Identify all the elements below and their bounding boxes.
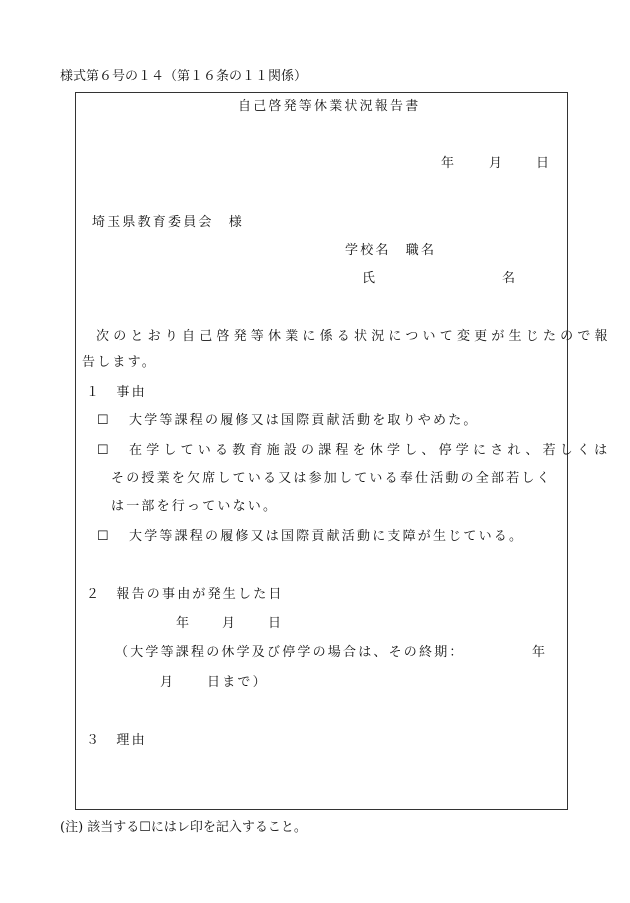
option2-checkbox[interactable]: ☐ bbox=[97, 443, 109, 458]
leave-end-year: 年 bbox=[532, 645, 546, 660]
option1-checkbox[interactable]: ☐ bbox=[97, 413, 109, 428]
leave-end-day: 日まで） bbox=[207, 675, 268, 690]
option2-text-line-3: は一部を行っていない。 bbox=[111, 499, 279, 514]
occurrence-date-day: 日 bbox=[268, 616, 282, 631]
sender-name-family: 氏 bbox=[362, 271, 376, 286]
intro-text-line-2: 告します。 bbox=[82, 355, 157, 370]
leave-end-note: （大学等課程の休学及び停学の場合は、その終期： bbox=[115, 645, 465, 660]
intro-text-line-1: 次のとおり自己啓発等休業に係る状況について変更が生じたので報 bbox=[96, 329, 612, 344]
option2-text-line-2: その授業を欠席している又は参加している奉仕活動の全部若しく bbox=[111, 471, 552, 486]
occurrence-date-year: 年 bbox=[176, 616, 190, 631]
sender-school-title: 学校名 職名 bbox=[345, 243, 437, 258]
option3-text: 大学等課程の履修又は国際貢献活動に支障が生じている。 bbox=[129, 529, 525, 544]
submission-date-month: 月 bbox=[489, 156, 503, 171]
option3-checkbox[interactable]: ☐ bbox=[97, 529, 109, 544]
option1-text: 大学等課程の履修又は国際貢献活動を取りやめた。 bbox=[129, 413, 479, 428]
addressee: 埼玉県教育委員会 様 bbox=[92, 215, 245, 230]
section2-heading: ２ 報告の事由が発生した日 bbox=[86, 587, 284, 602]
footnote: (注) 該当する☐にはレ印を記入すること。 bbox=[60, 820, 307, 835]
option2-text-line-1: 在学している教育施設の課程を休学し、停学にされ、若しくは bbox=[129, 443, 612, 458]
submission-date-year: 年 bbox=[441, 156, 455, 171]
sender-name-given: 名 bbox=[502, 271, 516, 286]
document-title: 自己啓発等休業状況報告書 bbox=[238, 99, 421, 114]
occurrence-date-month: 月 bbox=[222, 616, 236, 631]
submission-date-day: 日 bbox=[536, 156, 550, 171]
section1-heading: １ 事由 bbox=[86, 385, 147, 400]
leave-end-month: 月 bbox=[160, 675, 174, 690]
form-number-label: 様式第６号の１４（第１６条の１１関係） bbox=[60, 69, 308, 84]
section3-heading: ３ 理由 bbox=[86, 733, 147, 748]
